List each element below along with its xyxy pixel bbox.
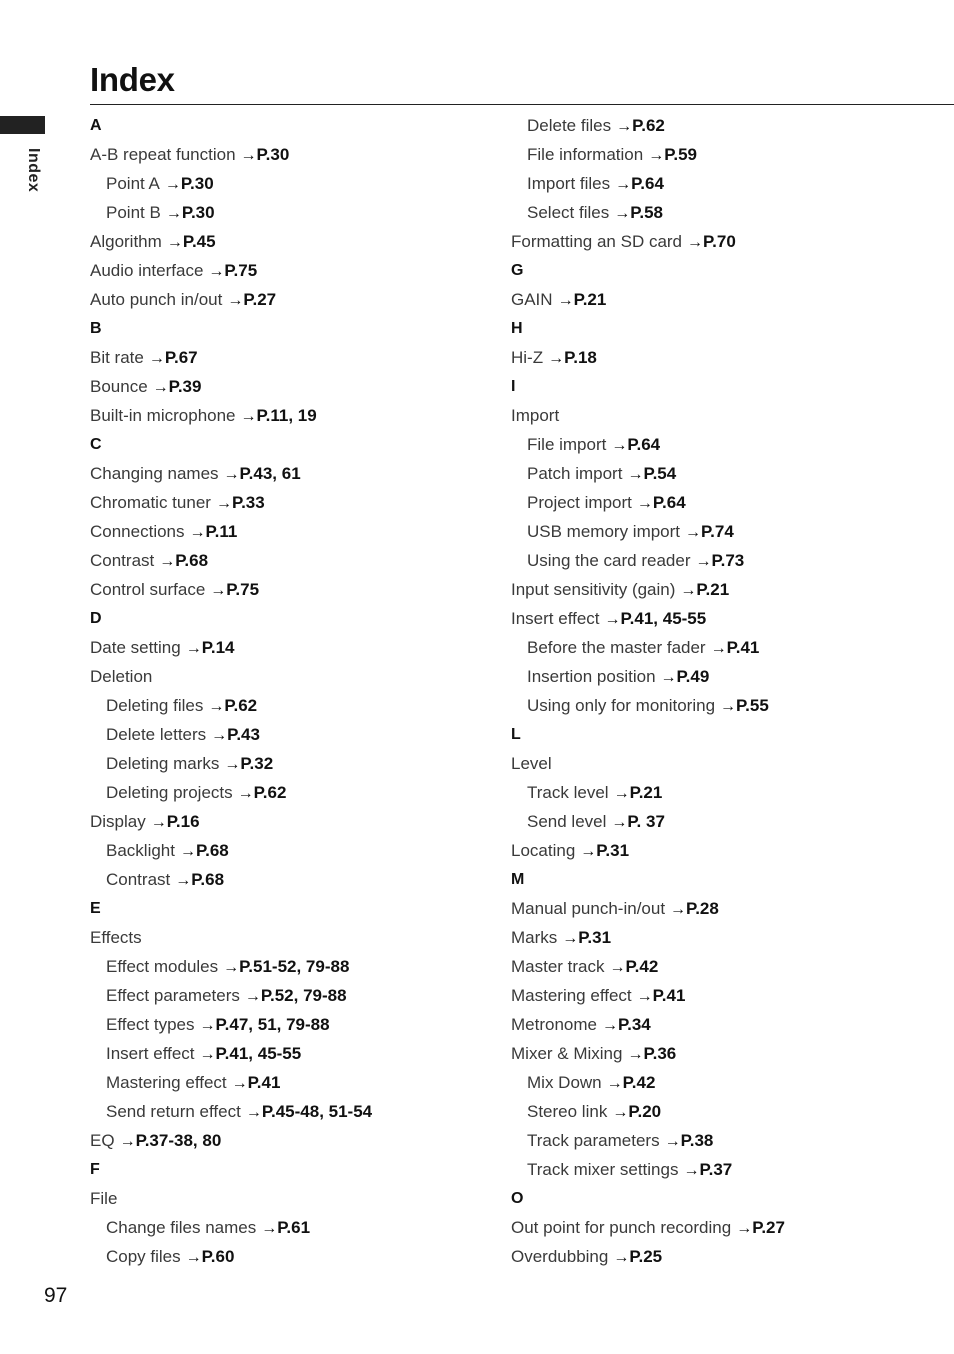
page-reference: P.41 — [652, 986, 686, 1005]
page-reference: P.25 — [629, 1247, 663, 1266]
index-term: Overdubbing — [511, 1247, 609, 1266]
arrow-right-icon: → — [166, 234, 183, 251]
index-entry — [90, 488, 510, 517]
index-entry — [511, 1010, 931, 1039]
index-entry — [90, 401, 510, 430]
page-reference: P.27 — [752, 1218, 785, 1237]
index-entry — [511, 401, 931, 430]
index-term: Using only for monitoring — [527, 696, 716, 715]
arrow-right-icon: → — [611, 814, 628, 831]
page-reference: P.49 — [676, 667, 710, 686]
index-entry — [90, 285, 510, 314]
index-term: Formatting an SD card — [511, 232, 683, 251]
index-section-letter — [511, 372, 931, 401]
index-entry — [511, 285, 931, 314]
index-term: Deleting projects — [106, 783, 233, 802]
section-letter-text: I — [511, 378, 516, 395]
arrow-right-icon: → — [612, 1104, 629, 1121]
index-subentry — [90, 749, 510, 778]
page-reference: P.68 — [175, 551, 209, 570]
index-entry — [511, 1242, 931, 1271]
section-letter-text: O — [511, 1190, 524, 1207]
index-entry — [511, 1213, 931, 1242]
index-subentry — [90, 836, 510, 865]
index-entry — [90, 227, 510, 256]
index-entry — [90, 662, 510, 691]
index-entry — [90, 517, 510, 546]
index-subentry — [511, 807, 931, 836]
page-reference: P.75 — [224, 261, 258, 280]
arrow-right-icon: → — [680, 582, 697, 599]
arrow-right-icon: → — [580, 843, 597, 860]
side-tab-label: Index — [25, 148, 42, 193]
index-subentry — [90, 198, 510, 227]
index-subentry — [511, 198, 931, 227]
arrow-right-icon: → — [557, 292, 574, 309]
arrow-right-icon: → — [615, 176, 632, 193]
index-term: Master track — [511, 957, 605, 976]
index-entry — [90, 1126, 510, 1155]
arrow-right-icon: → — [611, 437, 628, 454]
index-term: Out point for punch recording — [511, 1218, 732, 1237]
arrow-right-icon: → — [261, 1220, 278, 1237]
section-letter-text: C — [90, 436, 103, 453]
page-reference: P.30 — [180, 174, 214, 193]
index-entry — [90, 459, 510, 488]
page-reference: P.34 — [617, 1015, 651, 1034]
index-section-letter — [90, 894, 510, 923]
page-reference: P.68 — [191, 870, 225, 889]
arrow-right-icon: → — [175, 872, 192, 889]
index-entry — [511, 836, 931, 865]
page-reference: P.36 — [643, 1044, 677, 1063]
index-term: Mix Down — [527, 1073, 602, 1092]
index-term: Project import — [527, 493, 632, 512]
arrow-right-icon: → — [150, 814, 167, 831]
index-subentry — [511, 546, 931, 575]
page-reference: P.31 — [578, 928, 612, 947]
index-entry — [511, 604, 931, 633]
arrow-right-icon: → — [179, 843, 196, 860]
page-reference: P.33 — [231, 493, 265, 512]
page-reference: P.62 — [632, 116, 665, 135]
section-letter-text: A — [90, 117, 103, 134]
arrow-right-icon: → — [636, 495, 653, 512]
arrow-right-icon: → — [244, 988, 261, 1005]
index-term: File information — [527, 145, 644, 164]
index-subentry — [90, 169, 510, 198]
arrow-right-icon: → — [208, 263, 225, 280]
page-reference: P.30 — [181, 203, 215, 222]
index-entry — [90, 256, 510, 285]
index-term: Patch import — [527, 464, 623, 483]
index-term: File — [90, 1189, 118, 1208]
section-letter-text: F — [90, 1161, 101, 1178]
index-subentry — [511, 778, 931, 807]
arrow-right-icon: → — [710, 640, 727, 657]
page-reference: P.20 — [628, 1102, 662, 1121]
index-subentry — [90, 1097, 510, 1126]
page-reference: P.39 — [168, 377, 202, 396]
index-entry — [90, 140, 510, 169]
arrow-right-icon: → — [199, 1046, 216, 1063]
index-entry — [90, 343, 510, 372]
index-column-left — [90, 111, 510, 1271]
index-subentry — [511, 488, 931, 517]
page-reference: P.52, 79-88 — [260, 986, 347, 1005]
index-subentry — [511, 459, 931, 488]
arrow-right-icon: → — [627, 1046, 644, 1063]
arrow-right-icon: → — [648, 147, 665, 164]
index-term: A-B repeat function — [90, 145, 236, 164]
index-term: Delete letters — [106, 725, 207, 744]
arrow-right-icon: → — [613, 1249, 630, 1266]
index-column-right — [511, 111, 931, 1271]
arrow-right-icon: → — [614, 205, 631, 222]
index-subentry — [90, 1213, 510, 1242]
arrow-right-icon: → — [627, 466, 644, 483]
arrow-right-icon: → — [687, 234, 704, 251]
arrow-right-icon: → — [231, 1075, 248, 1092]
page-reference: P.27 — [243, 290, 277, 309]
index-subentry — [90, 981, 510, 1010]
index-section-letter — [511, 1184, 931, 1213]
page-reference: P.41, 45-55 — [620, 609, 707, 628]
index-subentry — [511, 1097, 931, 1126]
page-reference: P.42 — [622, 1073, 656, 1092]
page-reference: P.14 — [201, 638, 235, 657]
page-reference: P.47, 51, 79-88 — [215, 1015, 330, 1034]
page-reference: P.45-48, 51-54 — [261, 1102, 373, 1121]
index-subentry — [90, 1068, 510, 1097]
page-reference: P.43 — [227, 725, 260, 744]
index-subentry — [511, 691, 931, 720]
index-entry — [90, 372, 510, 401]
page-reference: P.67 — [164, 348, 198, 367]
index-term: Mastering effect — [106, 1073, 227, 1092]
arrow-right-icon: → — [245, 1104, 262, 1121]
index-entry — [90, 1184, 510, 1213]
index-entry — [90, 923, 510, 952]
index-subentry — [511, 1126, 931, 1155]
index-term: Before the master fader — [527, 638, 706, 657]
index-term: Display — [90, 812, 146, 831]
arrow-right-icon: → — [159, 553, 176, 570]
index-subentry — [511, 517, 931, 546]
index-entry — [90, 546, 510, 575]
index-term: Built-in microphone — [90, 406, 236, 425]
index-term: Insertion position — [527, 667, 656, 686]
section-letter-text: L — [511, 726, 522, 743]
index-subentry — [511, 633, 931, 662]
section-letter-text: G — [511, 262, 524, 279]
index-subentry — [511, 430, 931, 459]
index-subentry — [90, 1039, 510, 1068]
arrow-right-icon: → — [211, 727, 228, 744]
index-section-letter — [90, 1155, 510, 1184]
arrow-right-icon: → — [164, 176, 181, 193]
arrow-right-icon: → — [223, 959, 240, 976]
arrow-right-icon: → — [720, 698, 737, 715]
arrow-right-icon: → — [636, 988, 653, 1005]
arrow-right-icon: → — [616, 118, 633, 135]
arrow-right-icon: → — [223, 466, 240, 483]
page-reference: P.31 — [596, 841, 630, 860]
arrow-right-icon: → — [562, 930, 579, 947]
index-subentry — [511, 1068, 931, 1097]
arrow-right-icon: → — [210, 582, 227, 599]
arrow-right-icon: → — [185, 1249, 202, 1266]
index-subentry — [90, 691, 510, 720]
arrow-right-icon: → — [606, 1075, 623, 1092]
index-term: Algorithm — [90, 232, 162, 251]
index-term: Mastering effect — [511, 986, 632, 1005]
title-divider — [90, 104, 954, 105]
page-reference: P.61 — [277, 1218, 311, 1237]
arrow-right-icon: → — [224, 756, 241, 773]
index-entry — [511, 343, 931, 372]
index-subentry — [90, 778, 510, 807]
index-entry — [511, 227, 931, 256]
arrow-right-icon: → — [237, 785, 254, 802]
index-term: Copy files — [106, 1247, 181, 1266]
index-term: File import — [527, 435, 607, 454]
index-entry — [511, 749, 931, 778]
index-term: Deleting files — [106, 696, 204, 715]
index-term: EQ — [90, 1131, 115, 1150]
arrow-right-icon: → — [604, 611, 621, 628]
index-term: Control surface — [90, 580, 206, 599]
page-reference: P.11, 19 — [256, 406, 317, 425]
index-term: Effect modules — [106, 957, 219, 976]
index-term: Level — [511, 754, 552, 773]
index-term: Mixer & Mixing — [511, 1044, 623, 1063]
page-reference: P.30 — [256, 145, 290, 164]
index-entry — [90, 633, 510, 662]
page-reference: P.64 — [627, 435, 661, 454]
page-reference: P.16 — [166, 812, 200, 831]
index-term: Contrast — [90, 551, 155, 570]
page-reference: P.45 — [182, 232, 216, 251]
index-section-letter — [511, 256, 931, 285]
arrow-right-icon: → — [609, 959, 626, 976]
arrow-right-icon: → — [660, 669, 677, 686]
page-reference: P.62 — [224, 696, 258, 715]
index-term: Audio interface — [90, 261, 204, 280]
index-section-letter — [90, 430, 510, 459]
page-reference: P.41, 45-55 — [215, 1044, 302, 1063]
index-term: Point B — [106, 203, 161, 222]
page-reference: P.58 — [630, 203, 663, 222]
arrow-right-icon: → — [199, 1017, 216, 1034]
index-term: USB memory import — [527, 522, 681, 541]
page-reference: P.62 — [253, 783, 287, 802]
page-reference: P.74 — [701, 522, 734, 541]
arrow-right-icon: → — [736, 1220, 753, 1237]
index-term: Using the card reader — [527, 551, 691, 570]
section-letter-text: H — [511, 320, 524, 337]
index-subentry — [90, 865, 510, 894]
index-term: Input sensitivity (gain) — [511, 580, 676, 599]
index-term: Connections — [90, 522, 185, 541]
index-entry — [511, 952, 931, 981]
side-tab-marker — [0, 116, 45, 134]
index-term: Track parameters — [527, 1131, 660, 1150]
section-letter-text: M — [511, 871, 525, 888]
index-entry — [90, 575, 510, 604]
index-term: Date setting — [90, 638, 181, 657]
index-section-letter — [511, 314, 931, 343]
page-number: 97 — [44, 1284, 68, 1307]
arrow-right-icon: → — [208, 698, 225, 715]
index-subentry — [511, 169, 931, 198]
index-entry — [511, 1039, 931, 1068]
arrow-right-icon: → — [670, 901, 687, 918]
index-term: Marks — [511, 928, 558, 947]
arrow-right-icon: → — [189, 524, 206, 541]
page-reference: P.37 — [699, 1160, 733, 1179]
index-term: Select files — [527, 203, 610, 222]
index-term: Import — [511, 406, 560, 425]
index-section-letter — [90, 111, 510, 140]
index-term: Locating — [511, 841, 576, 860]
index-section-letter — [90, 604, 510, 633]
index-term: Effects — [90, 928, 142, 947]
index-term: Effect types — [106, 1015, 195, 1034]
index-section-letter — [511, 865, 931, 894]
page-reference: P.64 — [652, 493, 686, 512]
page-reference: P.21 — [629, 783, 663, 802]
arrow-right-icon: → — [613, 785, 630, 802]
section-letter-text: B — [90, 320, 103, 337]
arrow-right-icon: → — [148, 350, 165, 367]
arrow-right-icon: → — [152, 379, 169, 396]
index-term: Manual punch-in/out — [511, 899, 666, 918]
arrow-right-icon: → — [215, 495, 232, 512]
page-reference: P.55 — [736, 696, 769, 715]
index-term: Stereo link — [527, 1102, 608, 1121]
index-entry — [90, 807, 510, 836]
index-subentry — [511, 1155, 931, 1184]
index-term: Change files names — [106, 1218, 257, 1237]
page-reference: P.37-38, 80 — [135, 1131, 222, 1150]
index-term: Hi-Z — [511, 348, 544, 367]
index-entry — [511, 575, 931, 604]
index-term: Track mixer settings — [527, 1160, 679, 1179]
arrow-right-icon: → — [664, 1133, 681, 1150]
index-subentry — [511, 111, 931, 140]
index-term: Track level — [527, 783, 609, 802]
index-term: Bounce — [90, 377, 148, 396]
index-term: GAIN — [511, 290, 553, 309]
index-term: Backlight — [106, 841, 175, 860]
index-subentry — [511, 662, 931, 691]
index-section-letter — [90, 314, 510, 343]
index-term: Send level — [527, 812, 607, 831]
index-entry — [511, 981, 931, 1010]
section-letter-text: E — [90, 900, 102, 917]
section-letter-text: D — [90, 610, 103, 627]
index-subentry — [90, 952, 510, 981]
arrow-right-icon: → — [695, 553, 712, 570]
page-reference: P.32 — [240, 754, 274, 773]
page-reference: P.43, 61 — [239, 464, 301, 483]
index-subentry — [90, 1242, 510, 1271]
index-section-letter — [511, 720, 931, 749]
index-term: Chromatic tuner — [90, 493, 211, 512]
page-reference: P.59 — [664, 145, 697, 164]
page-reference: P.60 — [201, 1247, 235, 1266]
index-term: Point A — [106, 174, 160, 193]
arrow-right-icon: → — [165, 205, 182, 222]
index-term: Insert effect — [106, 1044, 195, 1063]
page-reference: P.64 — [631, 174, 664, 193]
index-subentry — [511, 140, 931, 169]
index-term: Deleting marks — [106, 754, 220, 773]
page-reference: P.42 — [625, 957, 659, 976]
arrow-right-icon: → — [185, 640, 202, 657]
arrow-right-icon: → — [240, 147, 257, 164]
page-reference: P.38 — [680, 1131, 714, 1150]
arrow-right-icon: → — [683, 1162, 700, 1179]
page-title: Index — [90, 61, 175, 98]
index-term: Import files — [527, 174, 611, 193]
page-reference: P.70 — [703, 232, 736, 251]
arrow-right-icon: → — [119, 1133, 136, 1150]
page-reference: P.18 — [564, 348, 597, 367]
page-reference: P.41 — [247, 1073, 281, 1092]
page-reference: P.21 — [696, 580, 730, 599]
page-reference: P.73 — [711, 551, 745, 570]
index-subentry — [90, 1010, 510, 1039]
index-term: Bit rate — [90, 348, 144, 367]
page-reference: P.11 — [205, 522, 238, 541]
page-reference: P.41 — [726, 638, 760, 657]
page-reference: P.75 — [226, 580, 260, 599]
index-term: Delete files — [527, 116, 612, 135]
index-term: Deletion — [90, 667, 153, 686]
arrow-right-icon: → — [548, 350, 565, 367]
arrow-right-icon: → — [601, 1017, 618, 1034]
arrow-right-icon: → — [227, 292, 244, 309]
page-reference: P. 37 — [627, 812, 665, 831]
index-term: Insert effect — [511, 609, 600, 628]
index-term: Effect parameters — [106, 986, 240, 1005]
page-reference: P.51-52, 79-88 — [239, 957, 350, 976]
page-reference: P.68 — [195, 841, 229, 860]
page-reference: P.28 — [686, 899, 719, 918]
index-term: Send return effect — [106, 1102, 241, 1121]
arrow-right-icon: → — [685, 524, 702, 541]
arrow-right-icon: → — [240, 408, 257, 425]
index-entry — [511, 894, 931, 923]
index-term: Auto punch in/out — [90, 290, 223, 309]
index-entry — [511, 923, 931, 952]
index-term: Contrast — [106, 870, 171, 889]
index-term: Metronome — [511, 1015, 597, 1034]
index-subentry — [90, 720, 510, 749]
page-reference: P.21 — [573, 290, 607, 309]
page-reference: P.54 — [643, 464, 677, 483]
index-term: Changing names — [90, 464, 219, 483]
